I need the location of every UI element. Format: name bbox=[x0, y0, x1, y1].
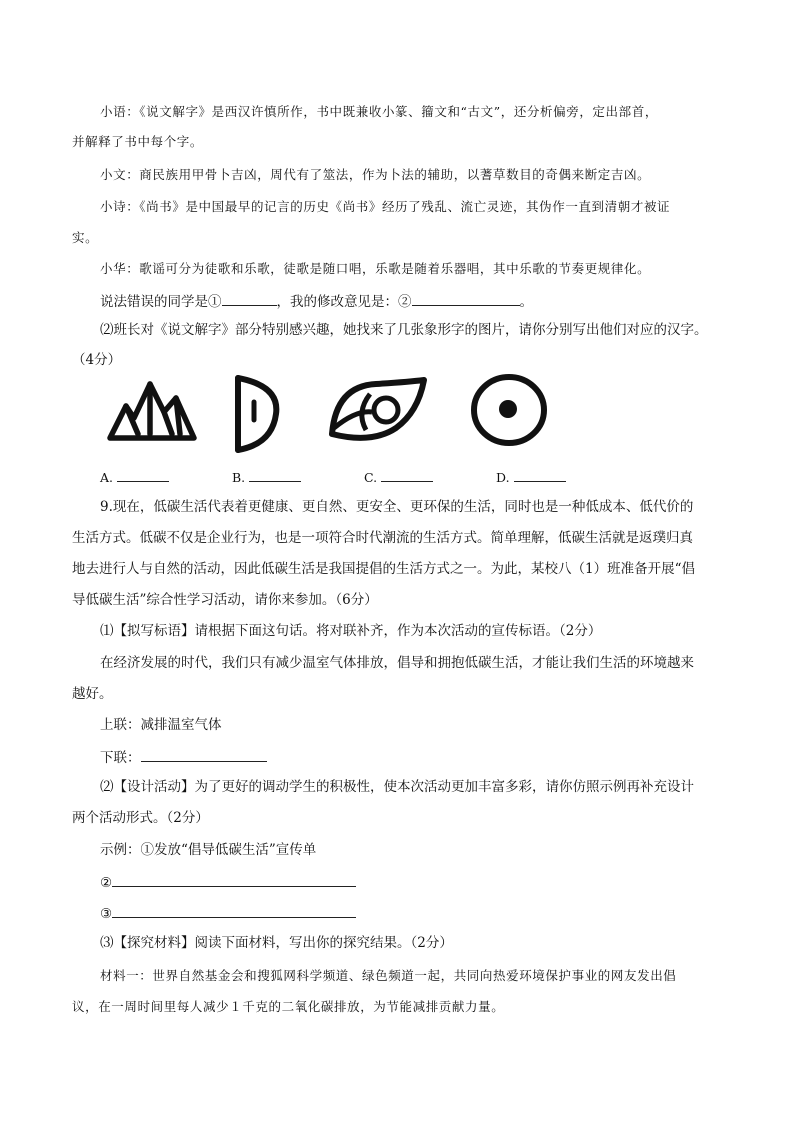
activity-item-3-blank[interactable] bbox=[112, 902, 356, 918]
option-label: C. bbox=[364, 470, 378, 485]
sun-pictograph-icon bbox=[468, 372, 552, 448]
couplet-lower bbox=[100, 746, 267, 768]
statement-xiaoyu-cont: 并解释了书中每个字。 bbox=[72, 134, 204, 149]
option-label: A. bbox=[100, 470, 114, 485]
q9-subquestion-2-cont: 两个活动形式。（2分） bbox=[72, 810, 209, 826]
pictograph-row bbox=[100, 372, 560, 452]
q9-sub1-text-cont: 越好。 bbox=[72, 686, 113, 702]
couplet-lower-blank[interactable] bbox=[141, 746, 267, 762]
activity-example: 示例：①发放“倡导低碳生活”宣传单 bbox=[100, 842, 317, 858]
option-d bbox=[496, 466, 566, 488]
subquestion-2: ⑵班长对《说文解字》部分特别感兴趣，她找来了几张象形字的图片，请你分别写出他们对应的汉字。 bbox=[100, 322, 708, 338]
answer-blank-2[interactable] bbox=[412, 290, 520, 306]
q9-subquestion-1: ⑴【拟写标语】请根据下面这句话。将对联补齐，作为本次活动的宣传标语。（2分） bbox=[100, 623, 602, 639]
option-label: B. bbox=[232, 470, 246, 485]
question-text: 。 bbox=[519, 294, 533, 310]
q9-paragraph: 地去进行人与自然的活动，因此低碳生活是我国提倡的生活方式之一。为此，某校八（1）班准备开展“倡 bbox=[72, 561, 695, 577]
question-text: 说法错误的同学是① bbox=[100, 294, 222, 310]
activity-item-2-blank[interactable] bbox=[112, 871, 356, 887]
q9-subquestion-2: ⑵【设计活动】为了更好的调动学生的积极性，使本次活动更加丰富多彩，请你仿照示例再补充设计 bbox=[100, 779, 694, 795]
statement-xiaoyu: 小语：《说文解字》是西汉许慎所作，书中既兼收小篆、籀文和“古文”，还分析偏旁，定出部首， bbox=[100, 104, 658, 119]
eye-pictograph-icon bbox=[326, 372, 430, 442]
q9-sub1-text: 在经济发展的时代，我们只有减少温室气体排放，倡导和拥抱低碳生活，才能让我们生活的环境越来 bbox=[100, 655, 694, 671]
mountain-pictograph-icon bbox=[106, 372, 198, 444]
option-d-blank[interactable] bbox=[514, 466, 566, 482]
wrong-statement-question bbox=[100, 290, 533, 312]
option-a bbox=[100, 466, 169, 488]
q9-paragraph: 9.现在，低碳生活代表着更健康、更自然、更安全、更环保的生活，同时也是一种低成本、低代价的 bbox=[100, 499, 694, 515]
option-b-blank[interactable] bbox=[249, 466, 301, 482]
statement-xiaoshi-cont: 实。 bbox=[72, 230, 99, 245]
material-1: 材料一：世界自然基金会和搜狐网科学频道、绿色频道一起，共同向热爱环境保护事业的网友发出倡 bbox=[100, 968, 677, 983]
statement-xiaohua: 小华：歌谣可分为徒歌和乐歌，徒歌是随口唱，乐歌是随着乐器唱，其中乐歌的节奏更规律化。 bbox=[100, 261, 651, 276]
couplet-lower-label: 下联： bbox=[100, 750, 141, 766]
moon-pictograph-icon bbox=[228, 372, 280, 454]
q9-subquestion-3: ⑶【探究材料】阅读下面材料，写出你的探究结果。（2分） bbox=[100, 935, 453, 951]
question-text: ，我的修改意见是：② bbox=[276, 294, 412, 310]
activity-item-2 bbox=[100, 871, 356, 893]
statement-xiaowen: 小文：商民族用甲骨卜吉凶，周代有了筮法，作为卜法的辅助，以蓍草数目的奇偶来断定吉凶。 bbox=[100, 167, 651, 182]
material-1-cont: 议，在一周时间里每人减少１千克的二氧化碳排放，为节能减排贡献力量。 bbox=[72, 999, 505, 1014]
subquestion-2-score: （4分） bbox=[72, 352, 122, 368]
option-label: D. bbox=[496, 470, 510, 485]
option-c bbox=[364, 466, 433, 488]
statement-xiaoshi: 小诗：《尚书》是中国最早的记言的历史《尚书》经历了残乱、流亡灵迹，其伪作一直到清朝才被证 bbox=[100, 199, 671, 214]
activity-item-label: ③ bbox=[100, 906, 113, 922]
option-c-blank[interactable] bbox=[381, 466, 433, 482]
answer-blank-1[interactable] bbox=[222, 290, 277, 306]
option-b bbox=[232, 466, 301, 488]
q9-paragraph: 生活方式。低碳不仅是企业行为，也是一项符合时代潮流的生活方式。简单理解，低碳生活就是返璞归真 bbox=[72, 530, 693, 546]
activity-item-3 bbox=[100, 902, 356, 924]
activity-item-label: ② bbox=[100, 875, 113, 891]
couplet-upper: 上联：减排温室气体 bbox=[100, 717, 222, 733]
option-a-blank[interactable] bbox=[117, 466, 169, 482]
q9-paragraph: 导低碳生活”综合性学习活动，请你来参加。（6分） bbox=[72, 592, 378, 608]
